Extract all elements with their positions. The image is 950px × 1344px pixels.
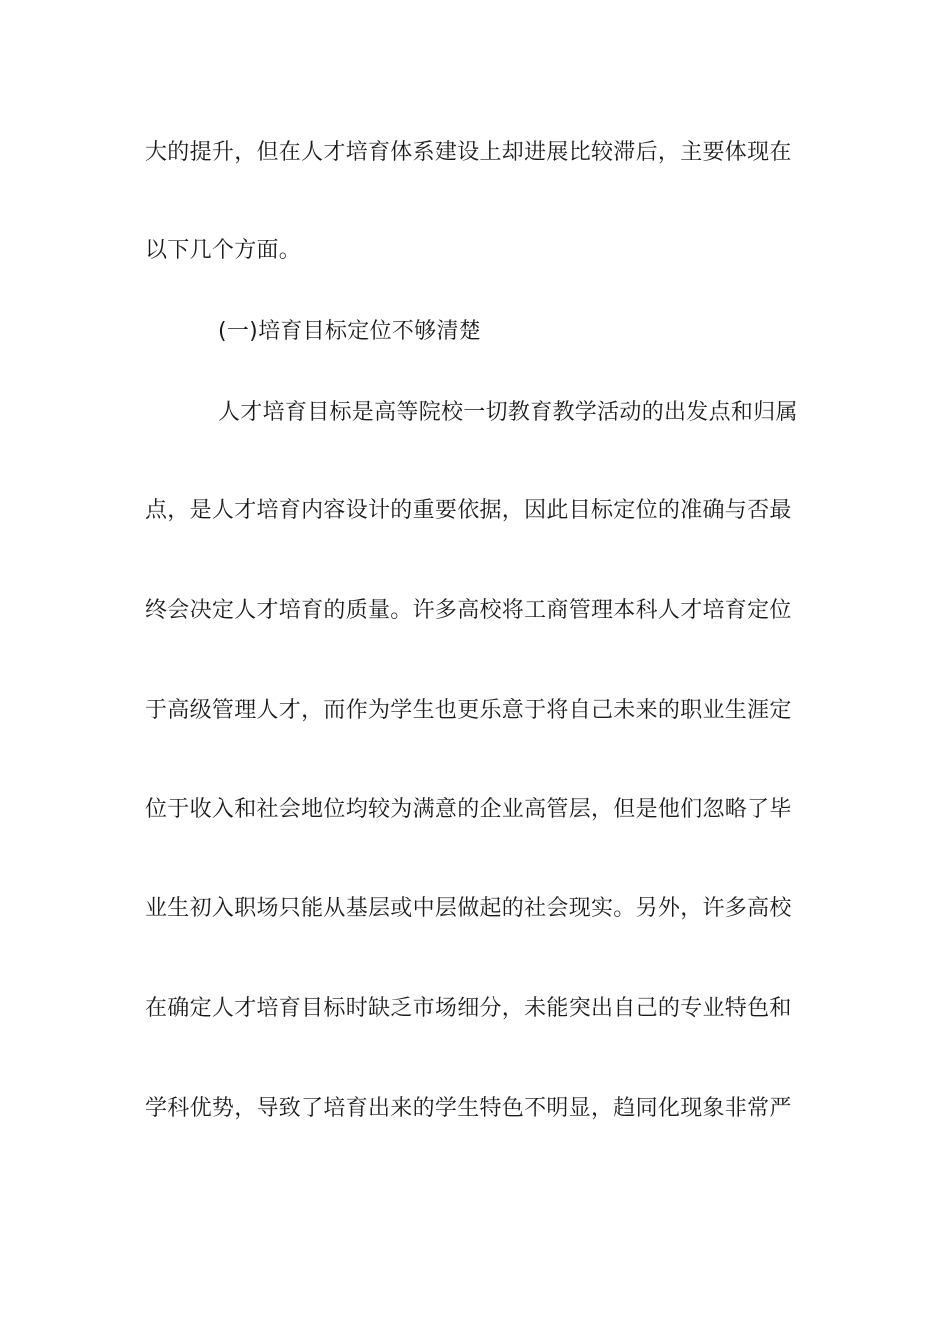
paragraph-line-4: 点，是人才培育内容设计的重要依据，因此目标定位的准确与否最 — [145, 498, 792, 523]
paragraph-line-7: 位于收入和社会地位均较为满意的企业高管层，但是他们忽略了毕 — [145, 797, 792, 822]
paragraph-line-8: 业生初入职场只能从基层或中层做起的社会现实。另外，许多高校 — [145, 896, 792, 921]
paragraph-line-10: 学科优势，导致了培育出来的学生特色不明显，趋同化现象非常严 — [145, 1096, 792, 1121]
paragraph-line-1: 大的提升，但在人才培育体系建设上却进展比较滞后，主要体现在 — [145, 140, 792, 165]
paragraph-line-3: 人才培育目标是高等院校一切教育教学活动的出发点和归属 — [218, 400, 798, 425]
paragraph-line-5: 终会决定人才培育的质量。许多高校将工商管理本科人才培育定位 — [145, 598, 792, 623]
paragraph-line-9: 在确定人才培育目标时缺乏市场细分，未能突出自己的专业特色和 — [145, 996, 792, 1021]
paragraph-line-2: 以下几个方面。 — [145, 238, 302, 263]
paragraph-line-6: 于高级管理人才，而作为学生也更乐意于将自己未来的职业生涯定 — [145, 698, 792, 723]
section-heading: (一)培育目标定位不够清楚 — [218, 319, 482, 344]
